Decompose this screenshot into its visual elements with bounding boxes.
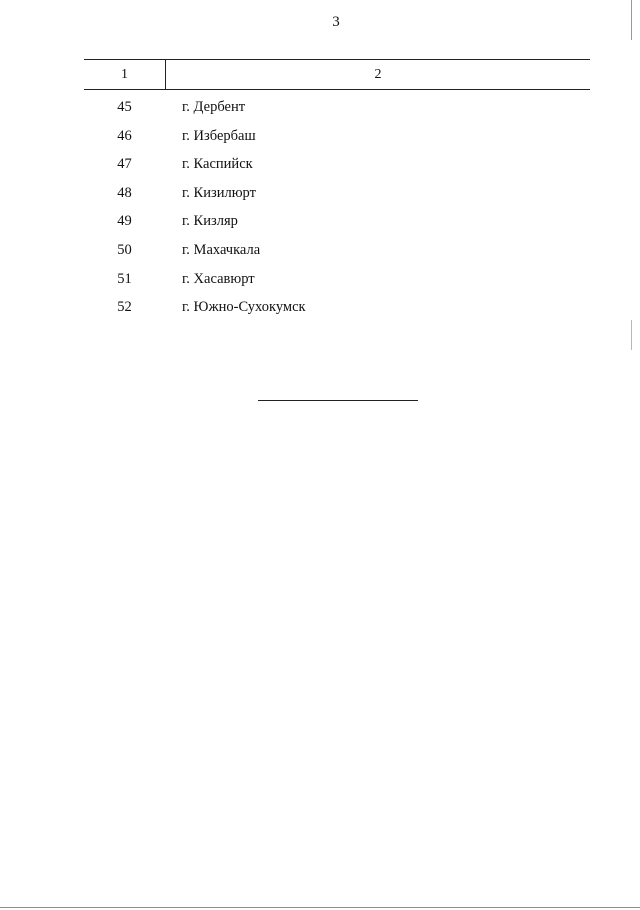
- city-name: г. Избербаш: [182, 127, 256, 144]
- city-name: г. Кизилюрт: [182, 184, 256, 201]
- city-name: г. Махачкала: [182, 241, 261, 258]
- row-number: 45: [117, 99, 132, 115]
- scan-edge-right-mid: [631, 320, 632, 350]
- table-row: [84, 293, 590, 322]
- row-number: 49: [117, 213, 132, 230]
- scan-edge-right: [631, 0, 632, 40]
- row-number: 47: [117, 156, 132, 173]
- table-row: [84, 93, 590, 122]
- city-name: г. Южно-Сухокумск: [182, 299, 306, 316]
- header-column-2: 2: [374, 67, 382, 82]
- row-number: 52: [117, 299, 132, 316]
- row-number: 51: [117, 270, 132, 287]
- city-name: г. Кизляр: [182, 213, 238, 230]
- row-number: 48: [117, 184, 132, 201]
- city-name: г. Каспийск: [182, 156, 253, 173]
- table-body: [84, 93, 590, 322]
- page-number: 3: [332, 14, 340, 30]
- table-row: [84, 122, 590, 151]
- row-number: 46: [117, 127, 132, 144]
- table-header: [84, 59, 590, 90]
- table-row: [84, 207, 590, 236]
- table-row: [84, 150, 590, 179]
- city-name: г. Дербент: [182, 99, 246, 115]
- end-of-document-rule: [258, 400, 418, 401]
- table-row: [84, 265, 590, 294]
- header-column-1: 1: [84, 60, 166, 89]
- table-row: [84, 236, 590, 265]
- table-row: [84, 179, 590, 208]
- scan-edge-bottom: [0, 907, 640, 908]
- cities-table: [84, 59, 590, 322]
- row-number: 50: [117, 241, 132, 258]
- city-name: г. Хасавюрт: [182, 270, 255, 287]
